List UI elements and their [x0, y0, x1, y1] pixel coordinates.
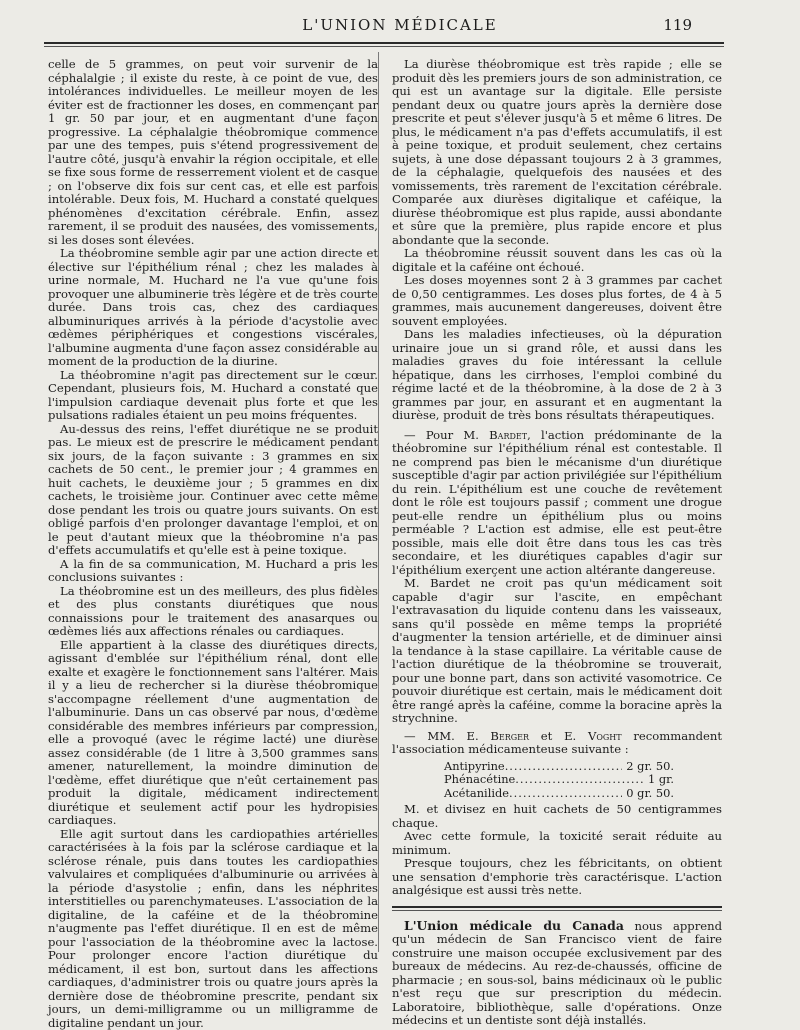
paragraph: Les doses moyennes sont 2 à 3 grammes par cachet de 0,50 centigrammes. Les doses plus fortes, de 4 à 5 grammes, mais aucunement dangereuses, doivent être souvent employées. — [392, 274, 722, 328]
news-paragraph — [392, 919, 722, 1028]
paragraph: Au-dessus des reins, l'effet diurétique ne se produit pas. Le mieux est de prescrire le médicament pendant six jours, de la façon suivante : 3 grammes en six cachets de 50 cent., le premier jour ; 4 grammes en huit cachets, le deuxième jour ; 5 grammes en dix cachets, le troisième jour. Continuer avec cette même dose pendant les trois ou quatre jours suivants. On est obligé parfois d'en prolonger davantage l'emploi, et on le peut d'autant mieux que la théobromine n'a pas d'effets accumulatifs et qu'elle est à peine toxique. — [48, 423, 378, 558]
section-rule-thin — [392, 910, 722, 911]
paragraph — [392, 429, 722, 578]
left-column — [48, 58, 378, 1030]
column-divider — [378, 52, 379, 952]
dot-leader — [505, 760, 623, 774]
ingredient-quantity: 1 gr. — [644, 773, 674, 787]
news-title: L'Union médicale du Canada — [404, 918, 624, 933]
running-head — [0, 16, 800, 40]
right-column — [392, 58, 722, 1028]
paragraph: Dans les maladies infectieuses, où la dépuration urinaire joue un si grand rôle, et aussi dans les maladies graves du foie intéressant la cellule hépatique, dans les cirrhoses, l'emploi combiné du régime lacté et de la théobromine, à la dose de 2 à 3 grammes par jour, en assurant et en augmentant la diurèse, produit de très bons résultats thérapeutiques. — [392, 328, 722, 423]
formula-row — [444, 787, 674, 801]
paragraph: La théobromine n'agit pas directement sur le cœur. Cependant, plusieurs fois, M. Huchard a constaté que l'impulsion cardiaque devenait plus forte et que les pulsations radiales étaient un peu moins fréquentes. — [48, 369, 378, 423]
paragraph: La diurèse théobromique est très rapide ; elle se produit dès les premiers jours de son administration, ce qui est un avantage sur la digitale. Elle persiste pendant deux ou quatre jours après la dernière dose prescrite et peut s'élever jusqu'à 5 et même 6 litres. De plus, le médicament n'a pas d'effets accumulatifs, il est à peine toxique, et produit seulement, chez certains sujets, à une dose dépassant toujours 2 à 3 grammes, de la céphalagie, quelquefois des nausées et des vomissements, très rarement de l'excitation cérébrale. Comparée aux diurèses digitalique et caféique, la diurèse théobromique est plus rapide, aussi abondante et sûre que la première, plus rapide encore et plus abondante que la seconde. — [392, 58, 722, 247]
paragraph: Elle agit surtout dans les cardiopathies artérielles caractérisées à la fois par la sclérose cardiaque et la sclérose rénale, puis dans toutes les cardiopathies valvulaires et compliquées d'albuminurie ou arrivées à la période d'asystolie ; enfin, dans les néphrites interstitielles ou parenchymateuses. L'association de la digitaline, de la caféine et de la théobromine n'augmente pas l'effet diurétique. Il en est de même pour l'association de la théobromine avec la lactose. Pour prolonger encore l'action diurétique du médicament, il est bon, surtout dans les affections cardiaques, d'administrer trois ou quatre jours après la dernière dose de théobromine prescrite, pendant six jours, un demi-milligramme ou un milligramme de digitaline pendant un jour. — [48, 828, 378, 1030]
paragraph: A la fin de sa communication, M. Huchard a pris les conclusions suivantes : — [48, 558, 378, 585]
paragraph: La théobromine semble agir par une action directe et élective sur l'épithélium rénal ; chez les malades à urine normale, M. Huchard ne l'a vue qu'une fois provoquer une albuminerie très légère et de très courte durée. Dans trois cas, chez des cardiaques albuminuriques arrivés à la période d'acystolie avec œdèmes périphériques et congestions viscérales, l'albumine augmenta d'une façon assez considérable au moment de la production de la diurine. — [48, 247, 378, 369]
text-fragment: — MM. — [404, 729, 467, 743]
paragraph: La théobromine est un des meilleurs, des plus fidèles et des plus constants diurétiques que nous connaissions pour le traitement des anasarques ou œdèmes liés aux affections rénales ou cardiaques. — [48, 585, 378, 639]
paragraph: celle de 5 grammes, on peut voir survenir de la céphalalgie ; il existe du reste, à ce point de vue, des intolérances individuelles. Le meilleur moyen de les éviter est de fractionner les doses, en commençant par 1 gr. 50 par jour, et en augmentant d'une façon progressive. La céphalalgie théobromique commence par une des tempes, puis s'étend progressivement de l'autre côté, jusqu'à envahir la région occipitale, et elle se fixe sous forme de resserrement violent et de casque ; on l'observe dix fois sur cent cas, et elle est parfois intolérable. Deux fois, M. Huchard a constaté quelques phénomènes d'excitation cérébrale. Enfin, assez rarement, il se produit des nausées, des vomissements, si les doses sont élevées. — [48, 58, 378, 247]
ingredient-quantity: 0 gr. 50. — [622, 787, 674, 801]
section-rule — [392, 906, 722, 908]
dot-leader — [509, 787, 622, 801]
page-number: 119 — [663, 16, 692, 34]
author-name: Bardet — [489, 428, 527, 442]
text-fragment: , l'action prédominante de la théobromine sur l'épithélium rénal est contestable. Il ne comprend pas bien le mécanisme d'un diurétique susceptible d'agir par action privilégiée sur l'épithélium du rein. L'épithélium est une couche de revêtement dont le rôle est toujours passif ; comment une drogue peut-elle rendre un épithélium plus ou moins perméable ? L'action est admise, elle est peut-être possible, mais elle doit être dans tous les cas très secondaire, et les diurétiques capables d'agir sur l'épithélium exerçent une action altérante dangereuse. — [392, 428, 722, 577]
text-fragment: recommandent l'association médicamenteuse suivante : — [392, 729, 722, 757]
ingredient-name: Acétanilide — [444, 787, 509, 801]
ingredient-name: Antipyrine — [444, 760, 505, 774]
news-text: nous apprend qu'un médecin de San Francisco vient de faire construire une maison occupée exclusivement par des bureaux de médecins. Au rez-de-chaussés, officine de pharmacie ; en sous-sol, bains médicinaux où le public n'est reçu que sur prescription du médecin. Laboratoire, bibliothèque, salle d'opérations. Onze médecins et un dentiste sont déjà installés. — [392, 919, 722, 1028]
paragraph: Presque toujours, chez les fébricitants, on obtient une sensation d'emphorie très caractérisque. L'action analgésique est aussi très nette. — [392, 857, 722, 898]
paragraph: M. et divisez en huit cachets de 50 centigrammes chaque. — [392, 803, 722, 830]
paragraph: Elle appartient à la classe des diurétiques directs, agissant d'emblée sur l'épithélium rénal, dont elle exalte et exagère le fonctionnement sans l'altérer. Mais il y a lieu de rechercher si la diurèse théobromique s'accompagne réellement d'une augmentation de l'albuminurie. Dans un cas observé par nous, d'œdème considérable des membres inférieurs par compression, elle a provoqué (avec le régime lacté) une diurèse assez considérable (de 1 litre à 3,500 grammes sans amener, naturellement, la moindre diminution de l'œdème, effet diurétique que n'eût certainement pas produit la digitale, médicament indirectement diurétique et seulement actif pour les hydropisies cardiaques. — [48, 639, 378, 828]
paragraph: M. Bardet ne croit pas qu'un médicament soit capable d'agir sur l'ascite, en empêchant l'extravasation du liquide contenu dans les vaisseaux, sans qu'il possède en même temps la propriété d'augmenter la tension artérielle, et de diminuer ainsi la tendance à la stase capillaire. La véritable cause de l'action diurétique de la théobromine se trouverait, pour une bonne part, dans son activité vasomotrice. Ce pouvoir diurétique est certain, mais le médicament doit être rangé après la caféine, comme la boracine après la strychnine. — [392, 577, 722, 726]
ingredient-quantity: 2 gr. 50. — [622, 760, 674, 774]
formula-row — [444, 773, 674, 787]
paragraph: Avec cette formule, la toxicité serait réduite au minimum. — [392, 830, 722, 857]
author-name: E. Voght — [564, 729, 622, 743]
header-rule-thin — [44, 46, 724, 47]
text-fragment: — Pour M. — [404, 428, 489, 442]
paragraph: La théobromine réussit souvent dans les cas où la digitale et la caféine ont échoué. — [392, 247, 722, 274]
paragraph — [392, 730, 722, 757]
prescription-formula — [444, 760, 722, 801]
header-rule — [44, 42, 724, 44]
ingredient-name: Phénacétine — [444, 773, 515, 787]
journal-title: L'UNION MÉDICALE — [0, 16, 800, 34]
formula-row — [444, 760, 674, 774]
text-fragment: et — [529, 729, 564, 743]
dot-leader — [515, 773, 644, 787]
author-name: E. Berger — [467, 729, 530, 743]
